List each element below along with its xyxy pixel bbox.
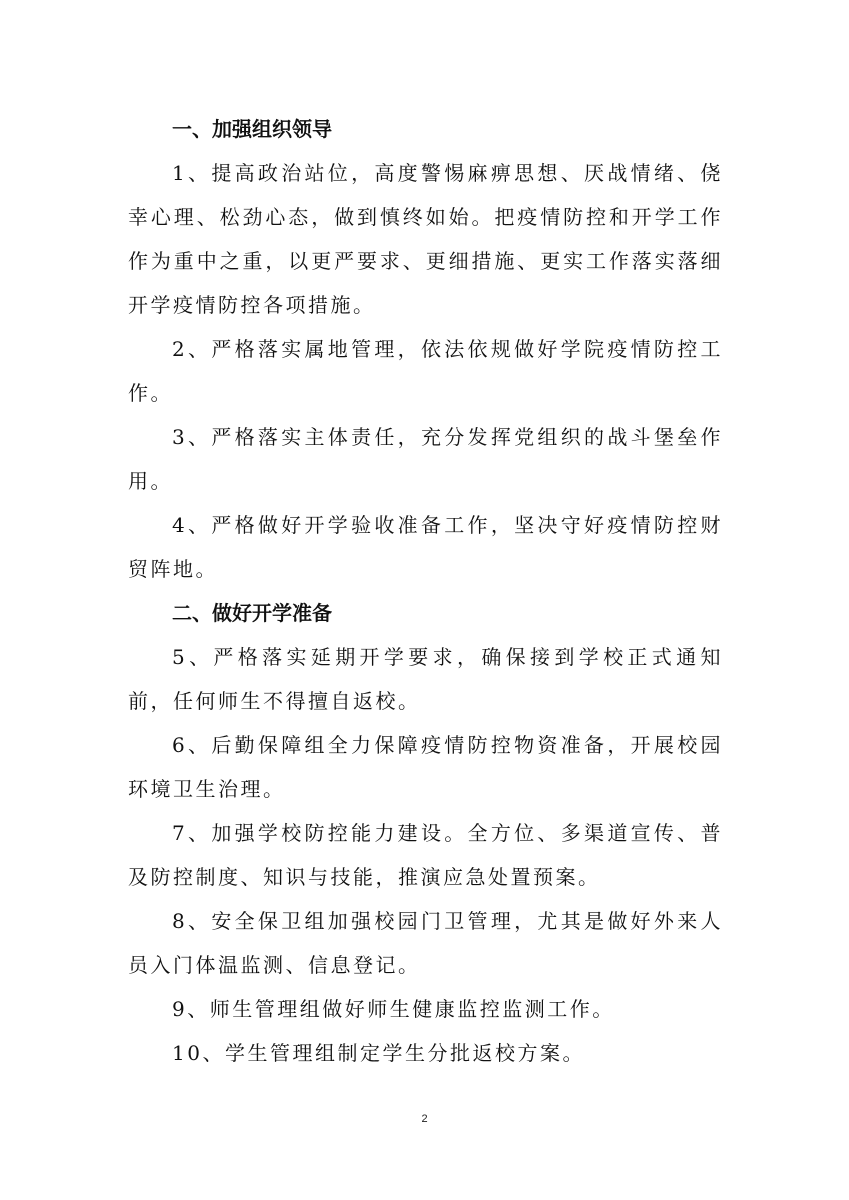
paragraph-item-1: 1、提高政治站位，高度警惕麻痹思想、厌战情绪、侥幸心理、松劲心态，做到慎终如始。把疫情防控和开学工作作为重中之重，以更严要求、更细措施、更实工作落实落细开学疫情防控各项措施。 [128, 161, 723, 317]
paragraph-item-10: 10、学生管理组制定学生分批返校方案。 [172, 1041, 585, 1065]
paragraph-item-6: 6、后勤保障组全力保障疫情防控物资准备，开展校园环境卫生治理。 [128, 733, 723, 801]
section-heading-preparation: 二、做好开学准备 [172, 601, 332, 625]
document-body [128, 107, 723, 1075]
paragraph-item-3: 3、严格落实主体责任，充分发挥党组织的战斗堡垒作用。 [128, 425, 723, 493]
paragraph-item-4: 4、严格做好开学验收准备工作，坚决守好疫情防控财贸阵地。 [128, 513, 723, 581]
section-heading-organization: 一、加强组织领导 [172, 117, 332, 141]
paragraph-item-7: 7、加强学校防控能力建设。全方位、多渠道宣传、普及防控制度、知识与技能，推演应急处置预案。 [128, 821, 723, 889]
paragraph-item-8: 8、安全保卫组加强校园门卫管理，尤其是做好外来人员入门体温监测、信息登记。 [128, 909, 723, 977]
paragraph-item-5: 5、严格落实延期开学要求，确保接到学校正式通知前，任何师生不得擅自返校。 [128, 645, 723, 713]
paragraph-item-2: 2、严格落实属地管理，依法依规做好学院疫情防控工作。 [128, 337, 723, 405]
paragraph-item-9: 9、师生管理组做好师生健康监控监测工作。 [172, 997, 615, 1021]
page-number: 2 [421, 1113, 428, 1125]
